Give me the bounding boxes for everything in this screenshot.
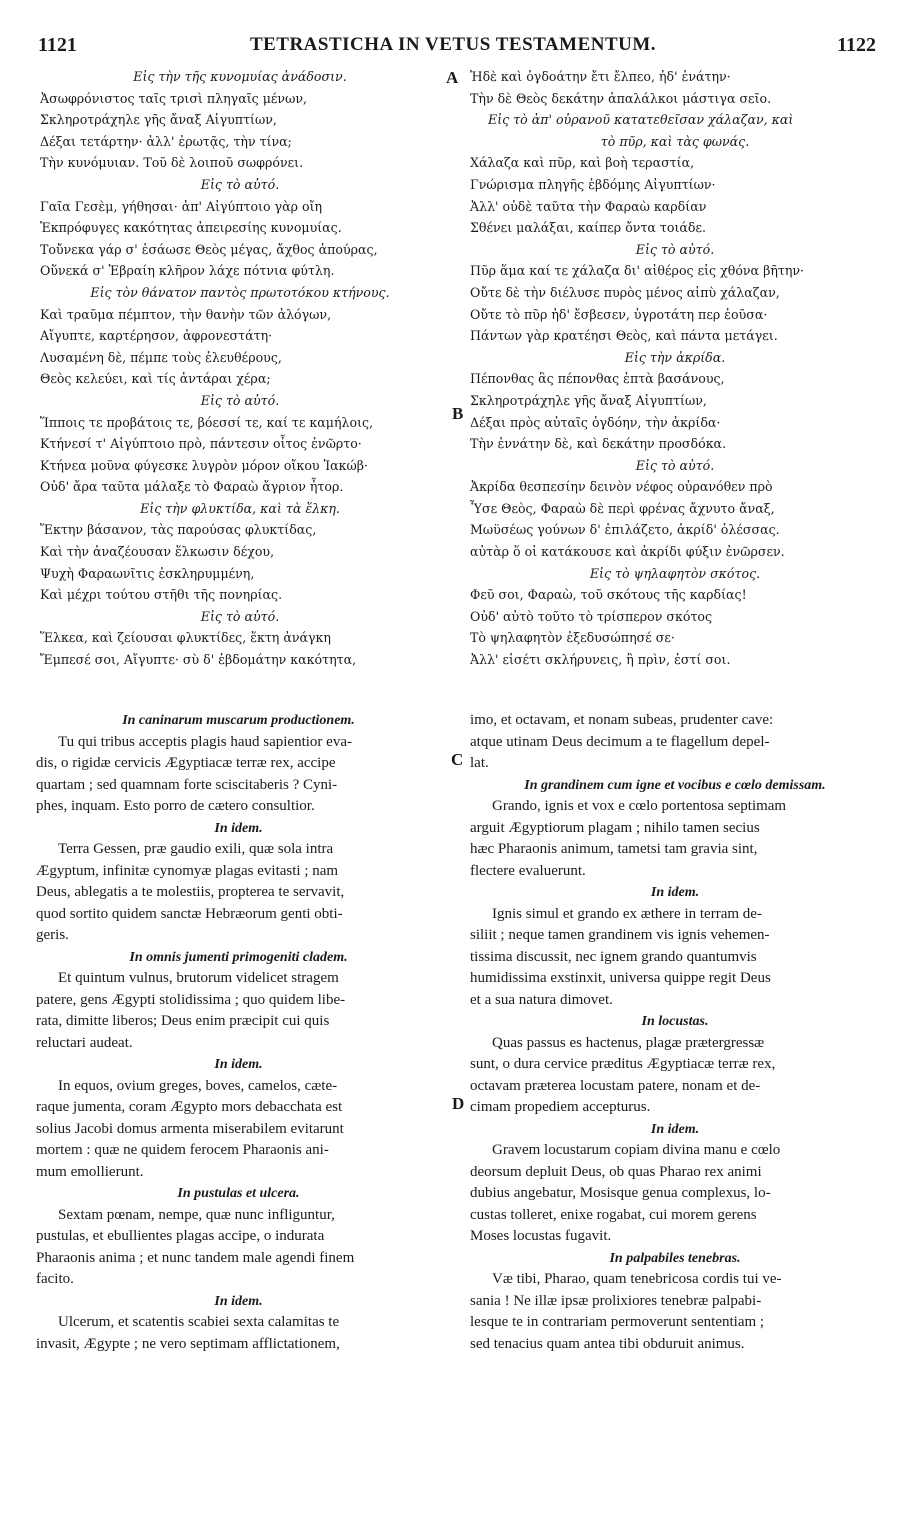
section-heading: In palpabiles tenebras. <box>609 1250 741 1266</box>
running-title: TETRASTICHA IN VETUS TESTAMENTUM. <box>249 34 657 55</box>
text-line: Et quintum vulnus, brutorum videlicet stragem <box>58 970 339 986</box>
verse-line: Σκληροτράχηλε γῆς ἄναξ Αἰγυπτίων, <box>470 392 707 408</box>
margin-marker-d: D <box>452 1094 465 1113</box>
text-line: custas tolleret, enixe rogabat, cui morem gerens <box>470 1206 757 1223</box>
section-heading: τὸ πῦρ, καὶ τὰς φωνάς. <box>600 133 750 149</box>
text-line: patere, gens Ægypti stolidissima ; quo quidem libe- <box>36 991 346 1008</box>
text-line: deorsum depluit Deus, ob quas Pharao rex animi <box>470 1163 762 1180</box>
text-line: Moses locustas fugavit. <box>470 1228 612 1244</box>
page-number-left: 1121 <box>38 34 77 56</box>
text-line: imo, et octavam, et nonam subeas, prudenter cave: <box>470 712 774 728</box>
text-line: et a sua natura dimovet. <box>470 991 613 1008</box>
verse-line: Ἀλλ' οὐδὲ ταῦτα τὴν Φαραὼ καρδίαν <box>470 198 707 214</box>
greek-column-left <box>40 66 440 671</box>
section-heading: In idem. <box>214 1057 263 1072</box>
text-line: Pharaonis anima ; et nunc tandem male agendi finem <box>36 1249 355 1266</box>
paragraph <box>470 904 880 1012</box>
text-line: phes, inquam. Esto porro de cætero consultior. <box>36 798 315 814</box>
text-line: dis, o rigidæ cervicis Ægyptiacæ terræ rex, accipe <box>36 755 336 771</box>
verse-line: Πῦρ ἅμα καί τε χάλαζα δι' αἰθέρος εἰς χθόνα βῆτην· <box>470 263 805 279</box>
verse-line: Ἔμπεσέ σοι, Αἴγυπτε· σὺ δ' ἑβδομάτην κακότητα, <box>40 652 357 668</box>
verse-line: Τὸ ψηλαφητὸν ἐξεδυσώπησέ σε· <box>470 630 675 646</box>
verse-line: Οὐδ' αὐτὸ τοῦτο τὸ τρίσπερον σκότος <box>470 608 713 624</box>
section-heading: In idem. <box>214 1293 263 1309</box>
paragraph <box>36 839 441 947</box>
text-line: mortem : quæ ne quidem ferocem Pharaonis ani- <box>36 1142 329 1158</box>
verse-line: Θεὸς κελεύει, καὶ τίς ἀντάραι χέρα; <box>40 371 271 387</box>
paragraph <box>470 710 880 775</box>
section-heading: Εἰς τὴν ἀκρίδα. <box>624 349 726 365</box>
text-line: Grando, ignis et vox e cœlo portentosa septimam <box>492 798 787 814</box>
text-line: invasit, Ægypte ; ne vero septimam afflictationem, <box>36 1335 340 1352</box>
verse-line: Φεῦ σοι, Φαραὼ, τοῦ σκότους τῆς καρδίας! <box>470 587 747 603</box>
text-line: arguit Ægyptiorum plagam ; nihilo tamen secius <box>470 819 760 836</box>
text-line: rata, dimitte liberos; Deus enim præcipit cui quis <box>36 1013 330 1029</box>
paragraph <box>36 1205 441 1291</box>
verse-line: Σκληροτράχηλε γῆς ἄναξ Αἰγυπτίων, <box>40 112 277 128</box>
text-line: lat. <box>470 755 489 771</box>
margin-marker-b: B <box>452 404 464 423</box>
text-line: lesque te in contrariam permoverunt sententiam ; <box>470 1314 765 1330</box>
text-line: Sextam pœnam, nempe, quæ nunc infliguntur, <box>58 1206 335 1223</box>
text-line: pustulas, et ebullientes plagas accipe, o indurata <box>36 1228 325 1244</box>
verse-line: Ἀλλ' εἰσέτι σκλήρυνεις, ἢ πρὶν, ἐστί σοι. <box>470 652 731 668</box>
text-line: Tu qui tribus acceptis plagis haud sapientior eva- <box>58 733 352 750</box>
text-line: Gravem locustarum copiam divina manu e cœlo <box>492 1142 781 1158</box>
text-line: Ignis simul et grando ex æthere in terram de- <box>492 905 762 922</box>
verse-line: Καὶ μέχρι τούτου στῆθι τῆς πονηρίας. <box>40 587 283 603</box>
paragraph <box>470 1140 880 1248</box>
verse-line: Καὶ τὴν ἀναζέουσαν ἕλκωσιν δέχου, <box>40 544 275 560</box>
page-number-right: 1122 <box>837 34 876 56</box>
text-line: Quas passus es hactenus, plagæ prætergressæ <box>492 1034 765 1051</box>
verse-line: Κτήνεα μοῦνα φύγεσκε λυγρὸν μόρον οἴκου Ἰακώβ· <box>40 457 369 473</box>
section-heading: Εἰς τὸ αὐτό. <box>200 608 280 624</box>
verse-line: Οὐδ' ἄρα ταῦτα μάλαξε τὸ Φαραὼ ἄγριον ἦτορ. <box>40 479 344 495</box>
verse-line: Οὕνεκά σ' Ἑβραίη κλῆρον λάχε πότνια φύτλη. <box>40 263 335 279</box>
verse-line: Λυσαμένη δὲ, πέμπε τοὺς ἐλευθέρους, <box>40 349 282 365</box>
text-line: Ulcerum, et scatentis scabiei sexta calamitas te <box>58 1314 340 1330</box>
text-line: tissima discussit, nec ignem grando quantumvis <box>470 948 757 965</box>
verse-line: Ἀκρίδα θεσπεσίην δεινὸν νέφος οὐρανόθεν πρὸ <box>470 479 773 495</box>
text-line: quod sortito quidem sanctæ Hebræorum genti obti- <box>36 905 343 922</box>
verse-line: Αἴγυπτε, καρτέρησον, ἀφρονεστάτη· <box>40 328 273 344</box>
text-line: cimam propediem accepturus. <box>470 1099 651 1115</box>
margin-marker-c: C <box>451 750 464 769</box>
verse-line: Πάντων γὰρ κρατέησι Θεὸς, καὶ πάντα μετάγει. <box>470 328 778 344</box>
verse-line: Κτήνεσί τ' Αἰγύπτοιο πρὸ, πάντεσιν οἶτος ἐνῶρτο· <box>40 436 362 452</box>
section-heading: Εἰς τὴν φλυκτίδα, καὶ τὰ ἕλκη. <box>140 500 340 516</box>
section-heading: Εἰς τὸ αὐτό. <box>200 392 280 408</box>
section-heading: Εἰς τὸν θάνατον παντὸς πρωτοτόκου κτήνους. <box>90 284 390 300</box>
verse-line: Τὴν δὲ Θεὸς δεκάτην ἀπαλάλκοι μάστιγα σεῖο. <box>470 90 772 106</box>
verse-line: Ἀσωφρόνιστος ταῖς τρισὶ πληγαῖς μένων, <box>40 90 307 106</box>
verse-line: Ἠδὲ καὶ ὀγδοάτην ἔτι ἔλπεο, ἠδ' ἐνάτην· <box>470 69 731 84</box>
verse-line: Ἕκτην βάσανον, τὰς παρούσας φλυκτίδας, <box>40 522 317 538</box>
text-line: facito. <box>36 1271 74 1287</box>
latin-column-right <box>470 710 880 1355</box>
verse-line: Οὔτε τὸ πῦρ ἠδ' ἔσβεσεν, ὑγροτάτη περ ἐοῦσα· <box>470 306 768 322</box>
text-line: quartam ; sed quamnam forte sciscitaberis ? Cyni- <box>36 776 338 793</box>
verse-line: Σθένει μαλάξαι, καίπερ ὄντα τοιάδε. <box>470 220 707 236</box>
paragraph <box>36 1076 441 1184</box>
margin-marker-a: A <box>446 68 459 87</box>
verse-line: Πέπονθας ἃς πέπονθας ἑπτὰ βασάνους, <box>470 371 725 387</box>
text-line: geris. <box>36 927 69 943</box>
verse-line: Τὴν κυνόμυιαν. Τοῦ δὲ λοιποῦ σωφρόνει. <box>40 155 304 171</box>
section-heading: In locustas. <box>641 1014 709 1029</box>
verse-line: Μωϋσέως γούνων δ' ἐπιλάζετο, ἀκρίδ' ὀλέσσας. <box>470 522 780 538</box>
text-line: Væ tibi, Pharao, quam tenebricosa cordis tui ve- <box>492 1271 782 1287</box>
text-line: reluctari audeat. <box>36 1034 133 1051</box>
verse-line: Καὶ τραῦμα πέμπτον, τὴν θανὴν τῶν ἀλόγων, <box>40 306 332 322</box>
verse-line: Τοὔνεκα γάρ σ' ἐσάωσε Θεὸς μέγας, ἄχθος ἀπούρας, <box>40 241 378 257</box>
section-heading: In pustulas et ulcera. <box>177 1186 300 1201</box>
text-line: atque utinam Deus decimum a te flagellum depel- <box>470 733 770 750</box>
verse-line: Οὔτε δὲ τὴν διέλυσε πυρὸς μένος αἰπὺ χάλαζαν, <box>470 284 780 300</box>
section-heading: In idem. <box>214 820 263 836</box>
verse-line: Ἕλκεα, καὶ ζείουσαι φλυκτίδες, ἕκτη ἀνάγκη <box>40 630 331 646</box>
text-line: In equos, ovium greges, boves, camelos, cæte- <box>58 1077 338 1094</box>
section-heading: Εἰς τὸ ψηλαφητὸν σκότος. <box>589 565 761 581</box>
text-line: octavam præterea locustam patere, nonam et de- <box>470 1077 761 1094</box>
text-line: solius Jacobi domus armenta miserabilem evitarunt <box>36 1120 344 1137</box>
text-line: sunt, o dura cervice præditus Ægyptiacæ terræ rex, <box>470 1056 776 1072</box>
text-line: Deus, ablegatis a te molestiis, propterea te servavit, <box>36 884 345 900</box>
verse-line: Δέξαι τετάρτην· ἀλλ' ἐρωτᾷς, τὴν τίνα; <box>40 133 292 149</box>
verse-line: Δέξαι πρὸς αὐταῖς ὀγδόην, τὴν ἀκρίδα· <box>470 414 721 430</box>
section-heading: In idem. <box>650 885 700 900</box>
verse-line: Τὴν ἐννάτην δὲ, καὶ δεκάτην προσδόκα. <box>470 436 727 452</box>
text-line: raque jumenta, coram Ægypto mors debacchata est <box>36 1099 343 1115</box>
section-heading: In grandinem cum igne et vocibus e cœlo demissam. <box>524 777 826 793</box>
paragraph <box>36 732 441 818</box>
text-line: humidissima exstinxit, universa quippe regit Deus <box>470 970 771 986</box>
section-heading: In caninarum muscarum productionem. <box>122 713 355 728</box>
text-line: sania ! Ne illæ ipsæ prolixiores tenebræ palpabi- <box>470 1292 762 1309</box>
section-heading: Εἰς τὸ αὐτό. <box>200 176 280 192</box>
section-heading: Εἰς τὸ ἀπ' οὐρανοῦ κατατεθεῖσαν χάλαζαν, καὶ <box>488 112 794 128</box>
text-line: Terra Gessen, præ gaudio exili, quæ sola intra <box>58 841 334 857</box>
verse-line: αὐτὰρ ὅ οἱ κατάκουσε καὶ ἀκρίδι φύξιν ἐνῶρσεν. <box>470 544 785 560</box>
section-heading: Εἰς τὸ αὐτό. <box>635 457 715 473</box>
verse-line: Χάλαζα καὶ πῦρ, καὶ βοὴ τεραστία, <box>470 155 695 171</box>
paragraph <box>470 1269 880 1355</box>
section-heading: In idem. <box>650 1121 700 1137</box>
running-header <box>30 30 876 60</box>
text-line: mum emollierunt. <box>36 1163 144 1180</box>
text-line: hæc Pharaonis animum, tametsi tam gravia sint, <box>470 841 758 857</box>
section-heading: Εἰς τὸ αὐτό. <box>635 241 715 257</box>
text-line: dubius angebatur, Mosisque genua complexus, lo- <box>470 1185 771 1201</box>
greek-column-right <box>470 66 880 671</box>
text-line: sed tenacius quam antea tibi obduruit animus. <box>470 1335 745 1352</box>
text-line: Ægyptum, infinitæ cynomyæ plagas evitasti ; nam <box>36 862 339 879</box>
verse-line: Ψυχὴ Φαραωνῖτις ἐσκληρυμμένη, <box>40 565 255 581</box>
section-heading: Εἰς τὴν τῆς κυνομυίας ἀνάδοσιν. <box>133 69 347 84</box>
paragraph <box>470 1033 880 1119</box>
paragraph <box>36 968 441 1054</box>
verse-line: Γαῖα Γεσὲμ, γήθησαι· ἀπ' Αἰγύπτοιο γὰρ οἴη <box>40 198 323 214</box>
latin-column-left <box>36 710 441 1355</box>
verse-line: Ἵπποις τε προβάτοις τε, βόεσσί τε, καί τε καμήλοις, <box>40 414 374 430</box>
text-line: siliit ; neque tamen grandinem vis ignis vehemen- <box>470 927 770 943</box>
verse-line: Γνώρισμα πληγῆς ἑβδόμης Αἰγυπτίων· <box>470 176 716 192</box>
verse-line: Ὗσε Θεὸς, Φαραὼ δὲ περὶ φρένας ἄχνυτο ἄναξ, <box>470 500 775 516</box>
section-heading: In omnis jumenti primogeniti cladem. <box>129 949 348 965</box>
paragraph <box>470 796 880 882</box>
verse-line: Ἐκπρόφυγες κακότητας ἀπειρεσίης κυνομυίας. <box>40 220 342 236</box>
paragraph <box>36 1312 441 1355</box>
text-line: flectere evaluerunt. <box>470 862 586 879</box>
